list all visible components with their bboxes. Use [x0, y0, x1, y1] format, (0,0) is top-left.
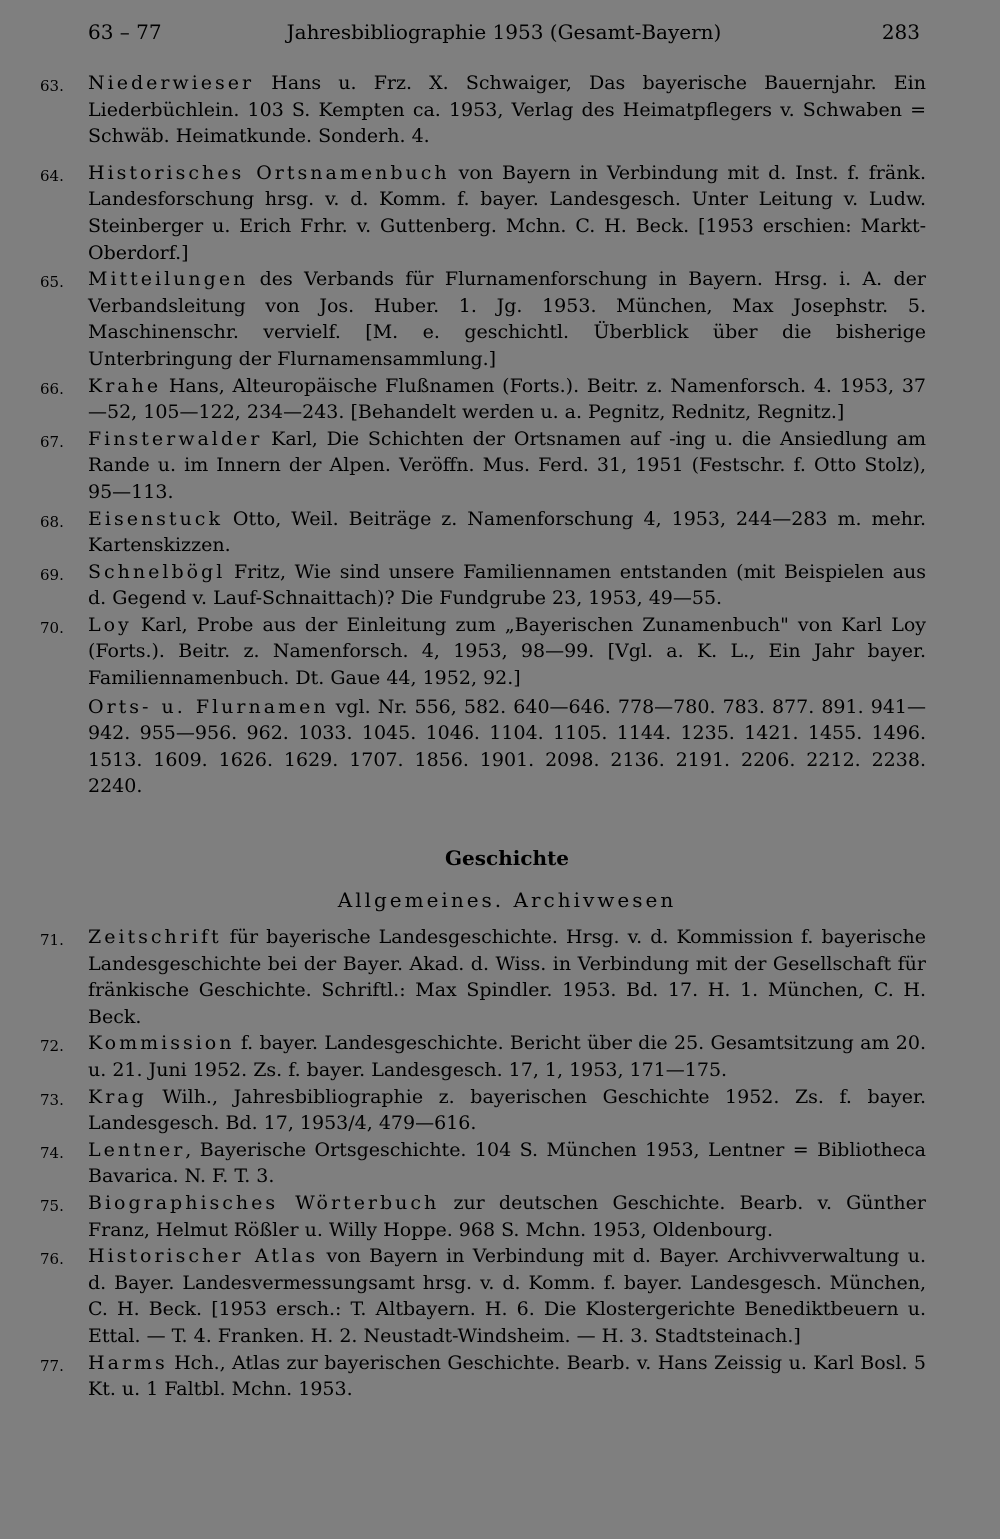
entry-number: 66.: [40, 379, 64, 398]
entry-number: 68.: [40, 512, 64, 531]
entry-text: Fritz, Wie sind unsere Familiennamen entstanden (mit Beispielen aus d. Gegend v. Lauf-Schnaittach)? Die Fundgrube 23, 1953, 49—55.: [88, 560, 926, 610]
entry-number: 71.: [40, 931, 64, 950]
bibliography-entry: [40, 1084, 926, 1137]
entry-lead: Lentner: [88, 1138, 186, 1161]
entry-text: von Bayern in Verbindung mit d. Bayer. Archivverwaltung u. d. Bayer. Landesvermessungsamt hrsg. v. d. Komm. f. bayer. Landesgesch. München, C. H. Beck. [1953 ersch.: T. Altbayern. H. 6. Die Klostergerichte Benediktbeuern u. Ettal. — T. 4. Franken. H. 2. Neustadt-Windsheim. — H. 3. Stadtsteinach.]: [88, 1245, 926, 1347]
running-header: [88, 20, 920, 48]
entry-lead: Finsterwalder: [88, 427, 263, 450]
entry-text: Hans u. Frz. X. Schwaiger, Das bayerische Bauernjahr. Ein Liederbüchlein. 103 S. Kempten ca. 1953, Verlag des Heimatpflegers v. Schwaben = Schwäb. Heimatkunde. Sonderh. 4.: [88, 72, 926, 148]
entry-text: Karl, Die Schichten der Ortsnamen auf -ing u. die Ansiedlung am Rande u. im Innern der Alpen. Veröffn. Mus. Ferd. 31, 1951 (Festschr. f. Otto Stolz), 95—113.: [88, 427, 926, 503]
entry-lead: Schnelbögl: [88, 560, 226, 583]
entry-text: Hch., Atlas zur bayerischen Geschichte. Bearb. v. Hans Zeissig u. Karl Bosl. 5 Kt. u. 1 Faltbl. Mchn. 1953.: [88, 1351, 926, 1401]
entry-number: 65.: [40, 273, 64, 292]
entry-lead: Kommission: [88, 1032, 235, 1055]
entry-text: des Verbands für Flurnamenforschung in Bayern. Hrsg. i. A. der Verbandsleitung von Jos. Huber. 1. Jg. 1953. München, Max Josephstr. 5. Maschinenschr. vervielf. [M. e. geschichtl. Überblick über die bisherige Unterbringung der Flurnamensammlung.]: [88, 268, 926, 370]
entry-lead: Historischer Atlas: [88, 1245, 319, 1268]
bibliography-entry: [40, 1190, 926, 1243]
entry-text: f. bayer. Landesgeschichte. Bericht über die 25. Gesamtsitzung am 20. u. 21. Juni 1952. Zs. f. bayer. Landesgesch. 17, 1, 1953, 171—175.: [88, 1032, 926, 1081]
entry-lead: Biographisches Wörterbuch: [88, 1191, 440, 1214]
bibliography-entry: [40, 506, 926, 559]
entry-lead: Eisenstuck: [88, 507, 223, 530]
bibliography-entry: [40, 924, 926, 1030]
entry-number: 72.: [40, 1037, 64, 1056]
entry-text: Otto, Weil. Beiträge z. Namenforschung 4, 1953, 244—283 m. mehr. Kartenskizzen.: [88, 507, 926, 557]
entry-number: 63.: [40, 77, 64, 95]
bibliography-entry: [40, 70, 926, 150]
entry-number: 67.: [40, 432, 64, 451]
bibliography-entry: [40, 559, 926, 612]
entry-number: 70.: [40, 618, 64, 637]
entry-text: für bayerische Landesgeschichte. Hrsg. v. d. Kommission f. bayerische Landesgeschichte bei der Bayer. Akad. d. Wiss. in Verbindung mit der Gesellschaft für fränkische Geschichte. Schriftl.: Max Spindler. 1953. Bd. 17. H. 1. München, C. H. Beck.: [88, 926, 926, 1028]
entries-group-names: [40, 70, 926, 692]
entries-group-history: [40, 924, 926, 1403]
bibliography-body: [40, 70, 926, 1403]
entry-text: Hans, Alteuropäische Flußnamen (Forts.). Beitr. z. Namenforsch. 4. 1953, 37—52, 105—122, 234—243. [Behandelt werden u. a. Pegnitz, Rednitz, Regnitz.]: [88, 374, 926, 424]
entry-number: 77.: [40, 1356, 64, 1375]
bibliography-entry: [40, 373, 926, 426]
entry-text: von Bayern in Verbindung mit d. Inst. f. fränk. Landesforschung hrsg. v. d. Komm. f. bayer. Landesgesch. Unter Leitung v. Ludw. Steinberger u. Erich Frhr. v. Guttenberg. Mchn. C. H. Beck. [1953 erschien: Markt-Oberdorf.]: [88, 161, 926, 264]
entry-number: 76.: [40, 1250, 64, 1269]
entry-text: Karl, Probe aus der Einleitung zum „Bayerischen Zunamenbuch" von Karl Loy (Forts.). Beitr. z. Namenforsch. 4, 1953, 98—99. [Vgl. a. K. L., Ein Jahr bayer. Familiennamenbuch. Dt. Gaue 44, 1952, 92.]: [88, 613, 926, 690]
entry-lead: Zeitschrift: [88, 926, 222, 949]
entry-number: 74.: [40, 1143, 64, 1162]
bibliography-entry: [40, 1137, 926, 1190]
bibliography-entry: [40, 426, 926, 506]
running-title: Jahresbibliographie 1953 (Gesamt-Bayern): [286, 20, 722, 44]
entry-lead: Historisches Ortsnamenbuch: [88, 161, 450, 184]
entry-lead: Mitteilungen: [88, 268, 249, 291]
entry-number: 64.: [40, 166, 64, 185]
entry-lead: Niederwieser: [88, 72, 255, 94]
subsection-heading: Allgemeines. Archivwesen: [337, 888, 677, 913]
entry-text: zur deutschen Geschichte. Bearb. v. Günther Franz, Helmut Rößler u. Willy Hoppe. 968 S. Mchn. 1953, Oldenbourg.: [88, 1191, 926, 1241]
entry-lead: Loy: [88, 613, 132, 636]
entry-text: Wilh., Jahresbibliographie z. bayerischen Geschichte 1952. Zs. f. bayer. Landesgesch. Bd. 17, 1953/4, 479—616.: [88, 1085, 926, 1135]
bibliography-entry: [40, 160, 926, 266]
cross-reference-text: vgl. Nr. 556, 582. 640—646. 778—780. 783. 877. 891. 941—942. 955—956. 962. 1033. 1045. 1046. 1104. 1105. 1144. 1235. 1421. 1455. 1496. 1513. 1609. 1626. 1629. 1707. 1856. 1901. 2098. 2136. 2191. 2206. 2212. 2238. 2240.: [88, 695, 927, 798]
bibliography-entry: [40, 266, 926, 372]
entry-lead: Krahe: [88, 374, 162, 397]
page-number: 283: [881, 20, 920, 44]
bibliography-entry: [40, 1350, 926, 1403]
cross-reference: [40, 694, 926, 800]
section-heading: Geschichte: [444, 846, 570, 871]
cross-reference-lead: Orts- u. Flurnamen: [88, 695, 329, 718]
bibliography-entry: [40, 1030, 926, 1083]
bibliography-entry: [40, 1243, 926, 1349]
entry-number: 75.: [40, 1196, 64, 1215]
bibliography-entry: [40, 612, 926, 692]
entry-range: 63 – 77: [88, 20, 162, 44]
entry-text: , Bayerische Ortsgeschichte. 104 S. München 1953, Lentner = Bibliotheca Bavarica. N. F. T. 3.: [88, 1138, 926, 1188]
entry-number: 73.: [40, 1090, 64, 1109]
entry-lead: Krag: [88, 1085, 147, 1108]
entry-lead: Harms: [88, 1351, 168, 1374]
entry-number: 69.: [40, 565, 64, 584]
